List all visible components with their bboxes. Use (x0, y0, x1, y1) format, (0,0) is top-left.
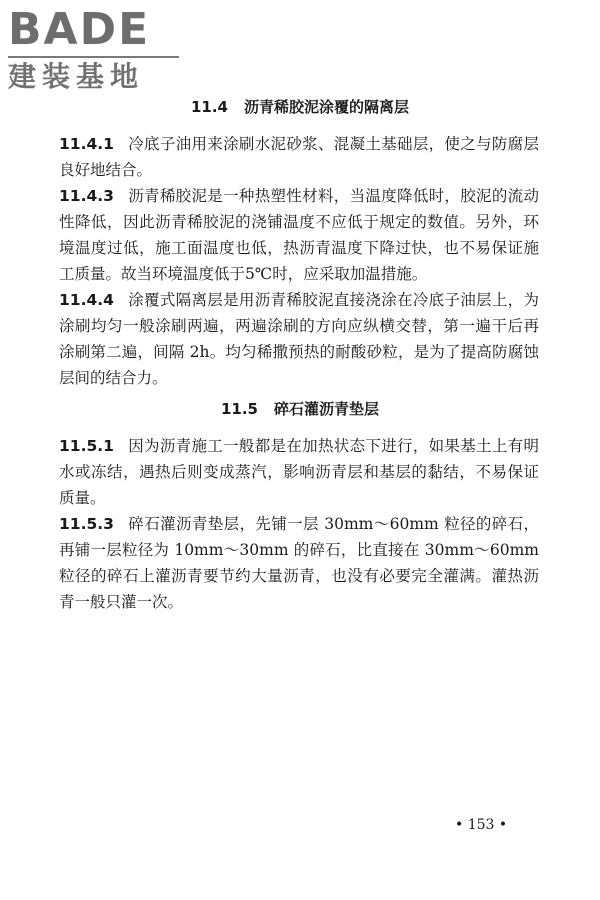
clause (59, 287, 539, 391)
watermark-brand: BADE (8, 4, 151, 55)
watermark-logo (8, 4, 183, 94)
clause-number: 11.4.4 (59, 291, 114, 309)
clause-text: 冷底子油用来涂刷水泥砂浆、混凝土基础层，使之与防腐层良好地结合。 (59, 135, 539, 179)
section-title: 沥青稀胶泥涂覆的隔离层 (244, 98, 410, 116)
section-body (59, 131, 539, 391)
watermark-subtitle: 建装基地 (8, 60, 145, 93)
clause-number: 11.5.1 (59, 437, 114, 455)
clause (59, 433, 539, 511)
section-heading (0, 97, 600, 117)
section-number: 11.4 (190, 98, 228, 116)
clause (59, 183, 539, 287)
clause-text: 涂覆式隔离层是用沥青稀胶泥直接浇涂在冷底子油层上，为涂刷均匀一般涂刷两遍，两遍涂刷的方向应纵横交替，第一遍干后再涂刷第二遍，间隔 2h。均匀稀撒预热的耐酸砂粒，是为了提高防腐蚀层间的结合力。 (59, 291, 539, 387)
clause-number: 11.4.1 (59, 135, 114, 153)
clause (59, 131, 539, 183)
section-heading (0, 399, 600, 419)
clause-number: 11.4.3 (59, 187, 114, 205)
section-body (59, 433, 539, 615)
section-title: 碎石灌沥青垫层 (274, 400, 380, 418)
section-number: 11.5 (220, 400, 258, 418)
clause-text: 因为沥青施工一般都是在加热状态下进行，如果基土上有明水或冻结，遇热后则变成蒸汽，影响沥青层和基层的黏结，不易保证质量。 (59, 437, 539, 507)
clause (59, 511, 539, 615)
clause-text: 碎石灌沥青垫层，先铺一层 30mm～60mm 粒径的碎石，再铺一层粒径为 10mm～30mm 的碎石，比直接在 30mm～60mm 粒径的碎石上灌沥青要节约大量沥青，也没有必要完全灌满。灌热沥青一般只灌一次。 (59, 515, 539, 611)
clause-text: 沥青稀胶泥是一种热塑性材料，当温度降低时，胶泥的流动性降低，因此沥青稀胶泥的浇铺温度不应低于规定的数值。另外，环境温度过低，施工面温度也低，热沥青温度下降过快，也不易保证施工质量。故当环境温度低于5℃时，应采取加温措施。 (59, 187, 539, 283)
clause-number: 11.5.3 (59, 515, 114, 533)
watermark-divider (8, 56, 179, 58)
page-number: • 153 • (455, 817, 508, 833)
